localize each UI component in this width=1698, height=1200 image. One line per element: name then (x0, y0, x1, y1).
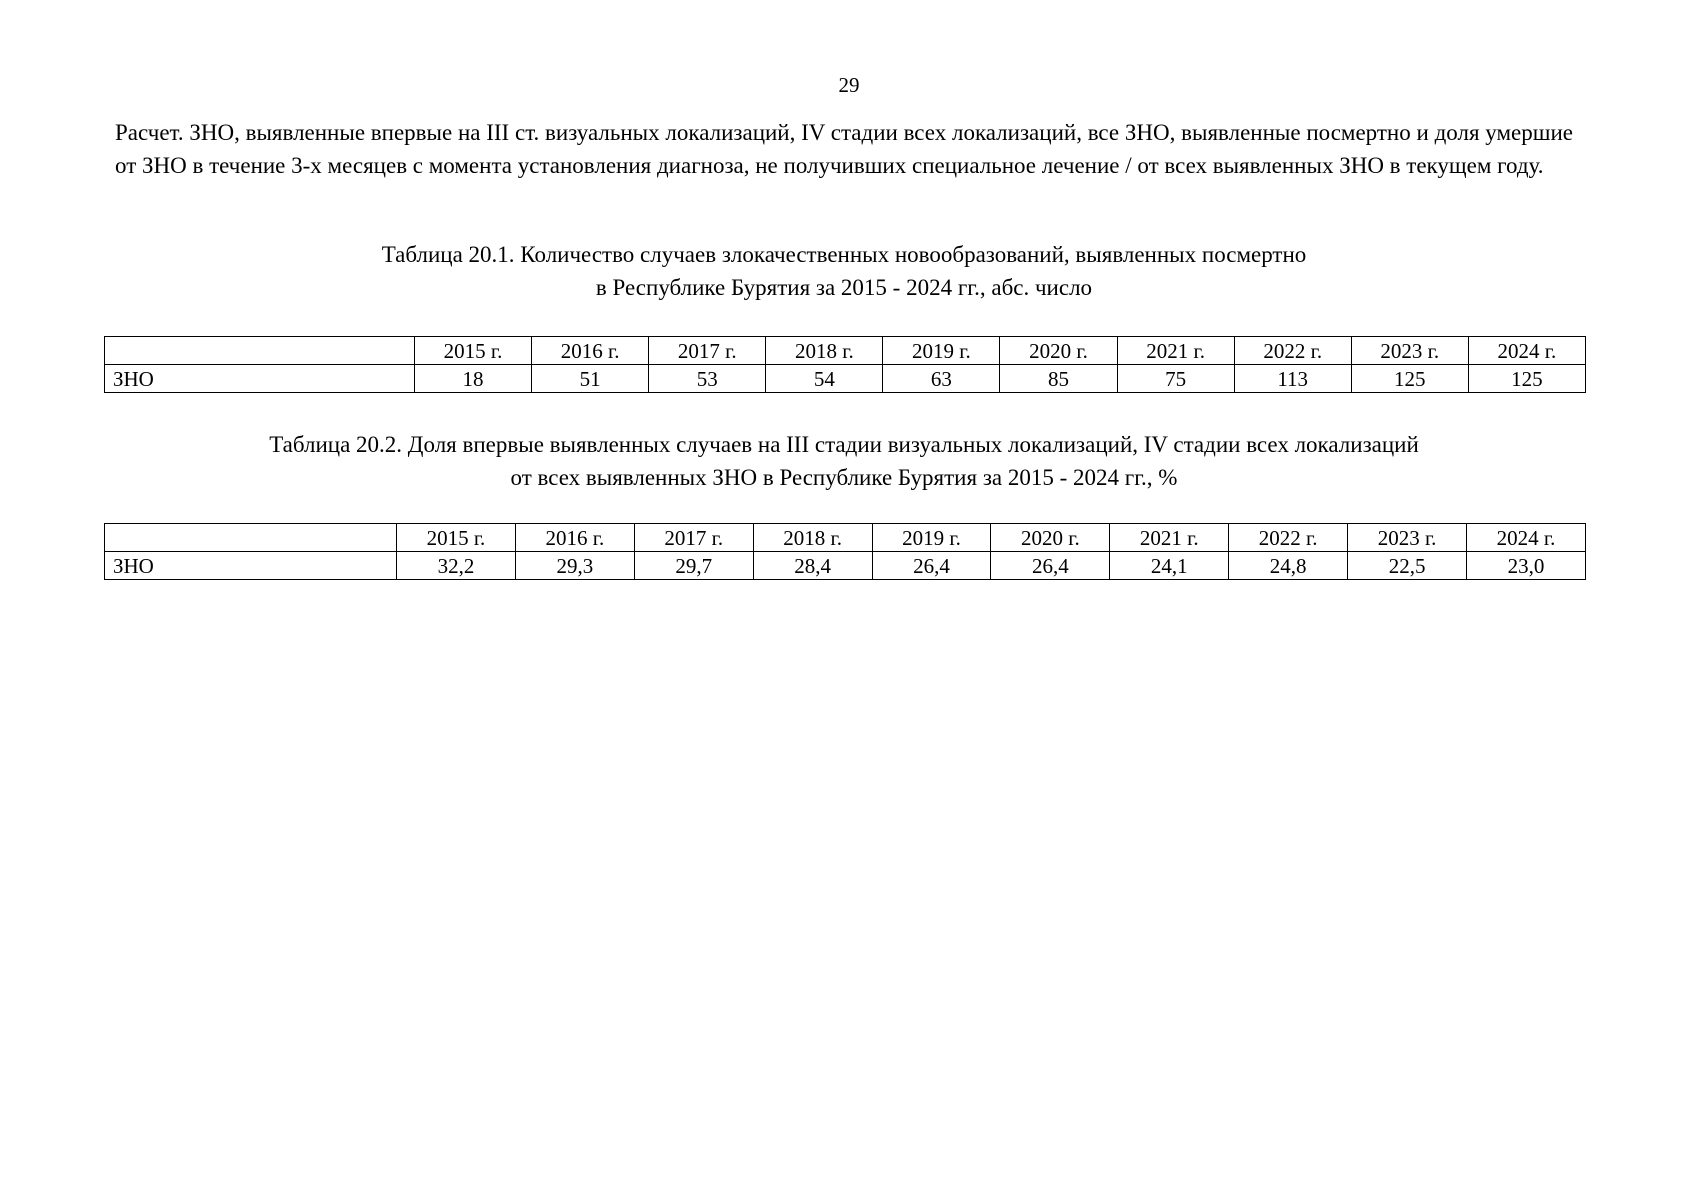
table2-caption (115, 428, 1573, 494)
table1-caption (115, 238, 1573, 304)
table2-value-cell: 28,4 (753, 552, 872, 580)
table2-data-row (105, 552, 1586, 580)
table1-corner-cell (105, 337, 415, 365)
table2-header-cell: 2017 г. (634, 524, 753, 552)
table1-value-cell: 85 (1000, 365, 1117, 393)
table2-header-row (105, 524, 1586, 552)
table1-header-cell: 2016 г. (532, 337, 649, 365)
table2-value-cell: 24,8 (1229, 552, 1348, 580)
table2-header-cell: 2021 г. (1110, 524, 1229, 552)
table1-caption-line2: в Республике Бурятия за 2015 - 2024 гг., абс. число (595, 275, 1093, 300)
table1-value-cell: 113 (1234, 365, 1351, 393)
table2-value-cell: 23,0 (1467, 552, 1586, 580)
table2-header-cell: 2023 г. (1348, 524, 1467, 552)
table2 (104, 523, 1586, 580)
table1-header-cell: 2024 г. (1468, 337, 1585, 365)
table2-caption-line1: Таблица 20.2. Доля впервые выявленных случаев на III стадии визуальных локализаций, IV стадии всех локализаций (269, 432, 1419, 457)
table2-value-cell: 26,4 (872, 552, 991, 580)
table2-value-cell: 24,1 (1110, 552, 1229, 580)
table2-corner-cell (105, 524, 397, 552)
table2-header-cell: 2015 г. (397, 524, 516, 552)
table1-value-cell: 51 (532, 365, 649, 393)
table1-value-cell: 54 (766, 365, 883, 393)
table2-value-cell: 29,7 (634, 552, 753, 580)
table2-header-cell: 2019 г. (872, 524, 991, 552)
table1-header-cell: 2017 г. (649, 337, 766, 365)
table1-header-cell: 2018 г. (766, 337, 883, 365)
table2-value-cell: 29,3 (515, 552, 634, 580)
page-number: 29 (838, 73, 860, 97)
table1-data-row (105, 365, 1586, 393)
table1-header-cell: 2019 г. (883, 337, 1000, 365)
table1-value-cell: 63 (883, 365, 1000, 393)
table2-value-cell: 26,4 (991, 552, 1110, 580)
table2-value-cell: 22,5 (1348, 552, 1467, 580)
table1-header-row (105, 337, 1586, 365)
table1-header-cell: 2023 г. (1351, 337, 1468, 365)
intro-paragraph: Расчет. ЗНО, выявленные впервые на III ст. визуальных локализаций, IV стадии всех локализаций, все ЗНО, выявленные посмертно и доля умершие от ЗНО в течение 3-х месяцев с момента установления диагноза, не получивших специальное лечение / от всех выявленных ЗНО в текущем году. (115, 120, 1573, 178)
table2-header-cell: 2020 г. (991, 524, 1110, 552)
table1-caption-line1: Таблица 20.1. Количество случаев злокачественных новообразований, выявленных посмертно (381, 242, 1307, 267)
table1-header-cell: 2015 г. (415, 337, 532, 365)
table2-header-cell: 2018 г. (753, 524, 872, 552)
table1-header-cell: 2022 г. (1234, 337, 1351, 365)
table2-caption-line2: от всех выявленных ЗНО в Республике Бурятия за 2015 - 2024 гг., % (510, 465, 1178, 490)
table1-header-cell: 2021 г. (1117, 337, 1234, 365)
table1-value-cell: 18 (415, 365, 532, 393)
table1 (104, 336, 1586, 393)
table2-header-cell: 2016 г. (515, 524, 634, 552)
table1-header-cell: 2020 г. (1000, 337, 1117, 365)
table2-header-cell: 2024 г. (1467, 524, 1586, 552)
table2-header-cell: 2022 г. (1229, 524, 1348, 552)
table1-value-cell: 125 (1468, 365, 1585, 393)
table1-value-cell: 53 (649, 365, 766, 393)
table1-value-cell: 75 (1117, 365, 1234, 393)
table2-value-cell: 32,2 (397, 552, 516, 580)
table1-value-cell: 125 (1351, 365, 1468, 393)
table2-row-label: ЗНО (105, 552, 397, 580)
table1-row-label: ЗНО (105, 365, 415, 393)
